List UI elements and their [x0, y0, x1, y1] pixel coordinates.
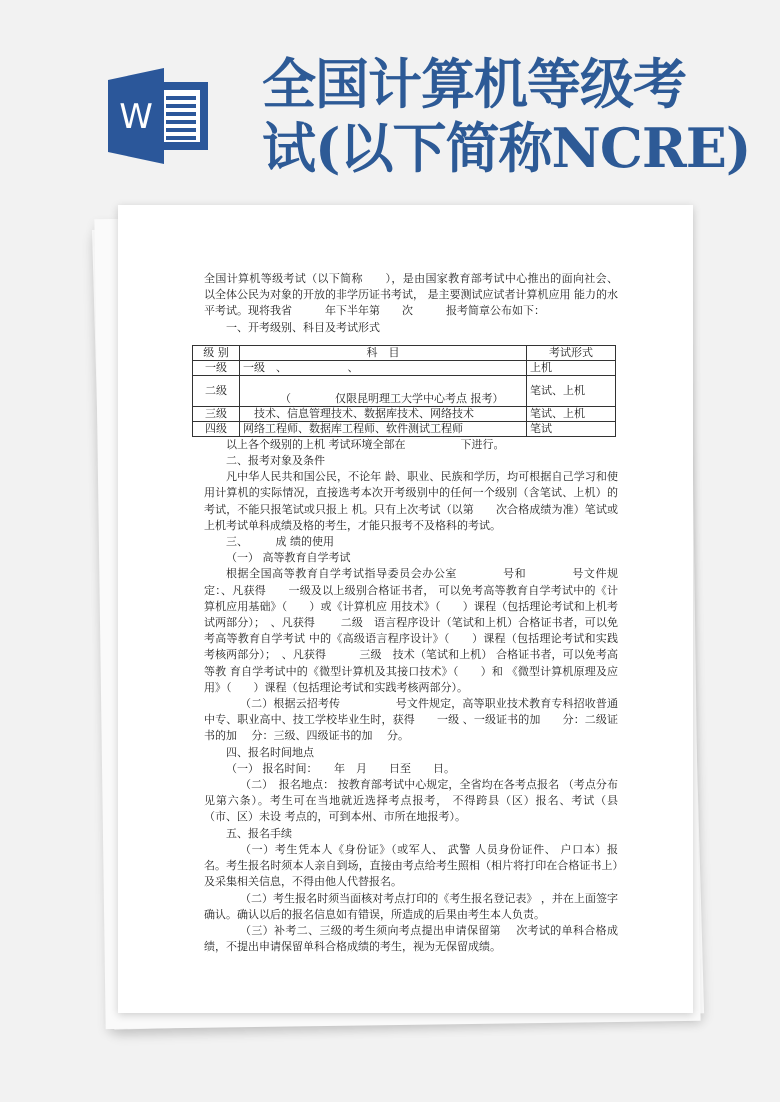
document-body [204, 271, 618, 955]
section-2-body: 凡中华人民共和国公民，不论年 龄、职业、民族和学历，均可根据自己学习和使用计算机的实际情况，直接选考本次开考级别中的任何一个级别（含笔试、上机）的考试，不能只报笔试或只报上 机。只有上次考试（以第 次合格成绩为准）笔试或上机考试单科成绩及格的考生，才能只报考不及格科的考试。 [204, 470, 618, 532]
level-cell: 三级 [193, 406, 240, 421]
document-page [118, 205, 693, 1013]
section-3-body-2: （二）根据云招考传 号文件规定，高等职业技术教育专科招收普通中专、职业高中、技工学校毕业生时，获得 一级 、一级证书的加 分：二级证书的加 分：三级、四级证书的加 分。 [204, 697, 618, 743]
form-cell: 笔试、上机 [527, 406, 616, 421]
table-header: 考试形式 [527, 345, 616, 360]
intro-paragraph: 全国计算机等级考试（以下简称 ），是由国家教育部考试中心推出的面向社会、 以全体公民为对象的开放的非学历证书考试， 是主要测试应试者计算机应用 能力的水平考试。现将我省 年下半年第 次 报考简章公布如下： [204, 272, 618, 318]
section-heading-1: 一、开考级别、科目及考试形式 [226, 320, 380, 334]
section-4-item-2: （二） 报名地点： 按教育部考试中心规定，全省均在各考点报名 （考点分布见第六条）。考生可在当地就近选择考点报考， 不得跨县（区）报名、考试（县（市、区）未设 考点的，可到本州、市所在地报考）。 [204, 778, 618, 824]
subject-cell: 网络工程师、数据库工程师、软件测试工程师 [240, 421, 527, 436]
level-cell: 二级 [193, 375, 240, 406]
section-heading-3: 三、 成 绩的使用 [226, 535, 334, 549]
form-cell: 上机 [527, 360, 616, 375]
level-cell: 四级 [193, 421, 240, 436]
header-banner [0, 0, 780, 200]
subject-cell: 技术、信息管理技术、数据库技术、网络技术 [240, 406, 527, 421]
section-heading-2: 二、报考对象及条件 [226, 454, 325, 468]
section-heading-5: 五、报名手续 [226, 826, 292, 840]
title-line-1: 全国计算机等级考 [262, 52, 686, 116]
title-line-2: 试(以下简称NCRE) [262, 116, 751, 180]
svg-text:W: W [119, 97, 153, 137]
after-table-note: 以上各个级别的上机 考试环境全部在 下进行。 [226, 437, 505, 451]
table-header: 级 别 [193, 345, 240, 360]
table-row [193, 406, 616, 421]
section-heading-4: 四、报名时间地点 [226, 745, 314, 759]
section-3-sub-1: （一） 高等教育自学考试 [226, 551, 351, 565]
table-header-row [193, 345, 616, 360]
form-cell: 笔试、上机 [527, 375, 616, 406]
table-header: 科 目 [240, 345, 527, 360]
table-row [193, 375, 616, 406]
form-cell: 笔试 [527, 421, 616, 436]
exam-levels-table [192, 345, 616, 437]
section-3-body-1: 根据全国高等教育自学考试指导委员会办公室 号和 号文件规定：、凡获得 一级及以上级别合格证书者， 可以免考高等教育自学考试中的《计算机应用基础》（ ）或《计算机应 用技术》（ ）课程（包括理论考试和上机考试两部分）； 、凡获得 二级 语言程序设计（笔试和上机）合格证书者，可以免考高等教育自学考试 中的《高级语言程序设计》（ ）课程（包括理论考试和实践考核两部分）； 、凡获得 三级 技术（笔试和上机） 合格证书者，可以免考高等教 育自学考试中的《微型计算机及其接口技术》（ ）和 《微型计算机原理及应用》（ ）课程（包括理论考试和实践考核两部分）。 [204, 567, 618, 694]
section-5-item-3: （三）补考二、三级的考生须向考点提出申请保留第 次考试的单科合格成绩，不提出申请保留单科合格成绩的考生，视为无保留成绩。 [204, 923, 618, 954]
page-title [262, 52, 750, 180]
subject-cell: （ 仅限昆明理工大学中心考点 报考） [240, 375, 527, 406]
word-document-icon [108, 68, 210, 164]
section-4-item-1: （一） 报名时间： 年 月 日至 日。 [226, 761, 455, 775]
table-row [193, 360, 616, 375]
level-cell: 一级 [193, 360, 240, 375]
section-5-item-1: （一）考生凭本人《身份证》（或军人、 武警 人员身份证件、 户口本）报名。考生报名时须本人亲自到场，直接由考点给考生照相（相片将打印在合格证书上）及采集相关信息，不得由他人代替报名。 [204, 842, 618, 889]
section-5-item-2: （二）考生报名时须当面核对考点打印的《考生报名登记表》 ，并在上面签字确认。确认以后的报名信息如有错误，所造成的后果由考生本人负责。 [204, 891, 618, 921]
table-row [193, 421, 616, 436]
subject-cell: 一级 、 、 [240, 360, 527, 375]
